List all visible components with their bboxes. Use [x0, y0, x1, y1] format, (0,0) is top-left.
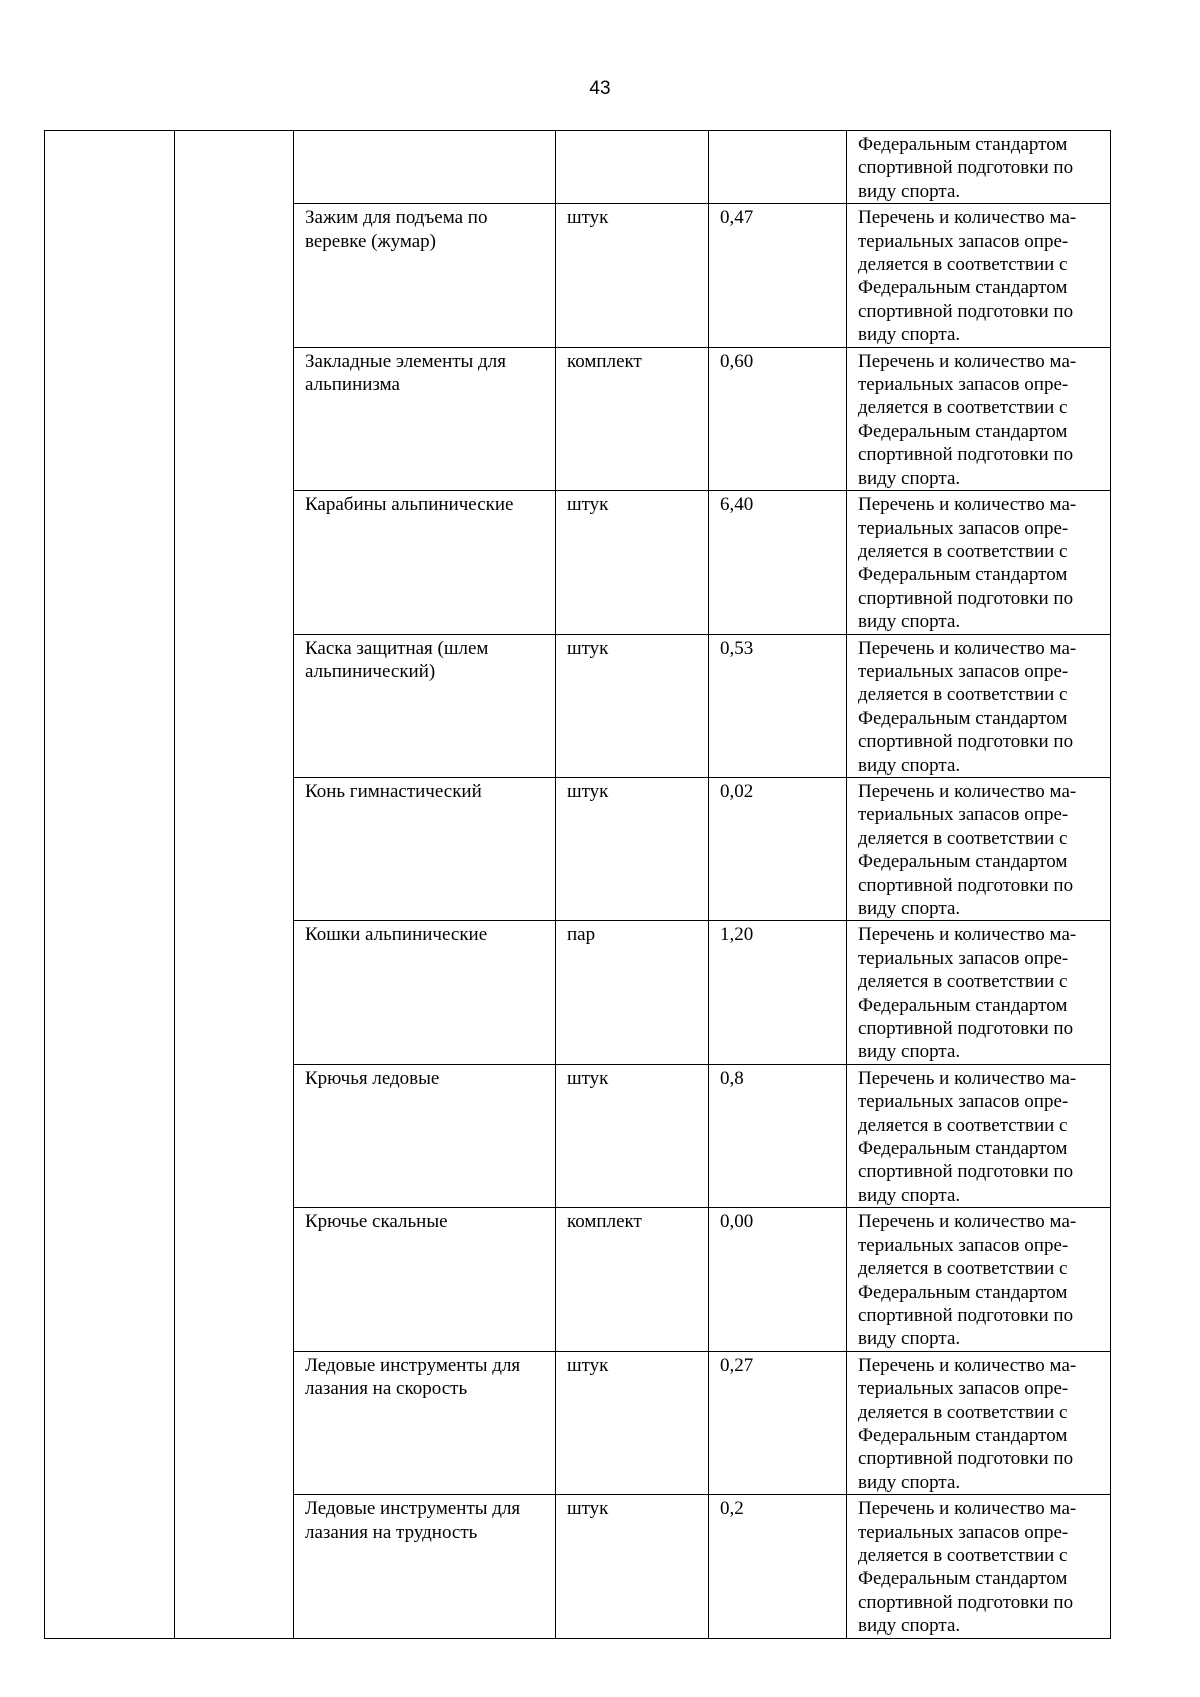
note-text: Перечень и количество ма- териальных запасов опре- деляется в соответствии с Федеральным стандартом спортивной подготовки по виду спорта.	[858, 1067, 1077, 1206]
note-text: Перечень и количество ма- териальных запасов опре- деляется в соответствии с Федеральным стандартом спортивной подготовки по виду спорта.	[858, 780, 1077, 919]
quantity-cell: 0,47	[709, 204, 847, 347]
quantity-cell: 0,27	[709, 1351, 847, 1494]
note-cell	[847, 347, 1111, 490]
unit-cell: штук	[556, 1351, 709, 1494]
unit-cell: штук	[556, 777, 709, 920]
note-cell	[847, 491, 1111, 634]
col-section-cell	[175, 131, 294, 1639]
quantity-cell	[709, 131, 847, 204]
item-name-cell: Конь гимнастический	[294, 777, 556, 920]
note-text: Перечень и количество ма- териальных запасов опре- деляется в соответствии с Федеральным стандартом спортивной подготовки по виду спорта.	[858, 1498, 1077, 1637]
note-text: Перечень и количество ма- териальных запасов опре- деляется в соответствии с Федеральным стандартом спортивной подготовки по виду спорта.	[858, 637, 1077, 776]
item-name-cell: Крючья ледовые	[294, 1064, 556, 1207]
unit-cell: комплект	[556, 347, 709, 490]
note-cell	[847, 921, 1111, 1064]
item-name-cell: Каска защитная (шлем альпинический)	[294, 634, 556, 777]
unit-cell: штук	[556, 1064, 709, 1207]
quantity-cell: 0,00	[709, 1208, 847, 1351]
note-cell	[847, 204, 1111, 347]
note-text: Перечень и количество ма- териальных запасов опре- деляется в соответствии с Федеральным стандартом спортивной подготовки по виду спорта.	[858, 1354, 1077, 1493]
quantity-cell: 0,60	[709, 347, 847, 490]
quantity-cell: 0,53	[709, 634, 847, 777]
col-number-cell	[45, 131, 175, 1639]
note-cell	[847, 1351, 1111, 1494]
table-body	[45, 131, 1111, 1639]
item-name-cell: Крючье скальные	[294, 1208, 556, 1351]
table-row	[45, 131, 1111, 204]
unit-cell: штук	[556, 634, 709, 777]
item-name-cell: Зажим для подъема по веревке (жумар)	[294, 204, 556, 347]
note-text: Перечень и количество ма- териальных запасов опре- деляется в соответствии с Федеральным стандартом спортивной подготовки по виду спорта.	[858, 924, 1077, 1063]
item-name-cell: Закладные элементы для альпинизма	[294, 347, 556, 490]
note-cell	[847, 1064, 1111, 1207]
unit-cell: пар	[556, 921, 709, 1064]
item-name-cell: Ледовые инструменты для лазания на трудность	[294, 1495, 556, 1638]
note-text: Перечень и количество ма- териальных запасов опре- деляется в соответствии с Федеральным стандартом спортивной подготовки по виду спорта.	[858, 1211, 1077, 1350]
item-name-cell: Кошки альпинические	[294, 921, 556, 1064]
quantity-cell: 0,02	[709, 777, 847, 920]
quantity-cell: 1,20	[709, 921, 847, 1064]
quantity-cell: 6,40	[709, 491, 847, 634]
note-cell	[847, 777, 1111, 920]
unit-cell: штук	[556, 204, 709, 347]
unit-cell	[556, 131, 709, 204]
item-name-cell	[294, 131, 556, 204]
note-cell	[847, 1208, 1111, 1351]
note-text: Перечень и количество ма- териальных запасов опре- деляется в соответствии с Федеральным стандартом спортивной подготовки по виду спорта.	[858, 207, 1077, 346]
unit-cell: штук	[556, 1495, 709, 1638]
note-text: Перечень и количество ма- териальных запасов опре- деляется в соответствии с Федеральным стандартом спортивной подготовки по виду спорта.	[858, 494, 1077, 633]
equipment-table	[44, 130, 1111, 1639]
unit-cell: штук	[556, 491, 709, 634]
page-number: 43	[589, 78, 611, 99]
quantity-cell: 0,8	[709, 1064, 847, 1207]
note-cell	[847, 634, 1111, 777]
note-text: Перечень и количество ма- териальных запасов опре- деляется в соответствии с Федеральным стандартом спортивной подготовки по виду спорта.	[858, 350, 1077, 489]
note-cell	[847, 131, 1111, 204]
note-cell	[847, 1495, 1111, 1638]
item-name-cell: Ледовые инструменты для лазания на скорость	[294, 1351, 556, 1494]
item-name-cell: Карабины альпинические	[294, 491, 556, 634]
quantity-cell: 0,2	[709, 1495, 847, 1638]
note-text: Федеральным стандартом спортивной подготовки по виду спорта.	[858, 134, 1074, 202]
unit-cell: комплект	[556, 1208, 709, 1351]
